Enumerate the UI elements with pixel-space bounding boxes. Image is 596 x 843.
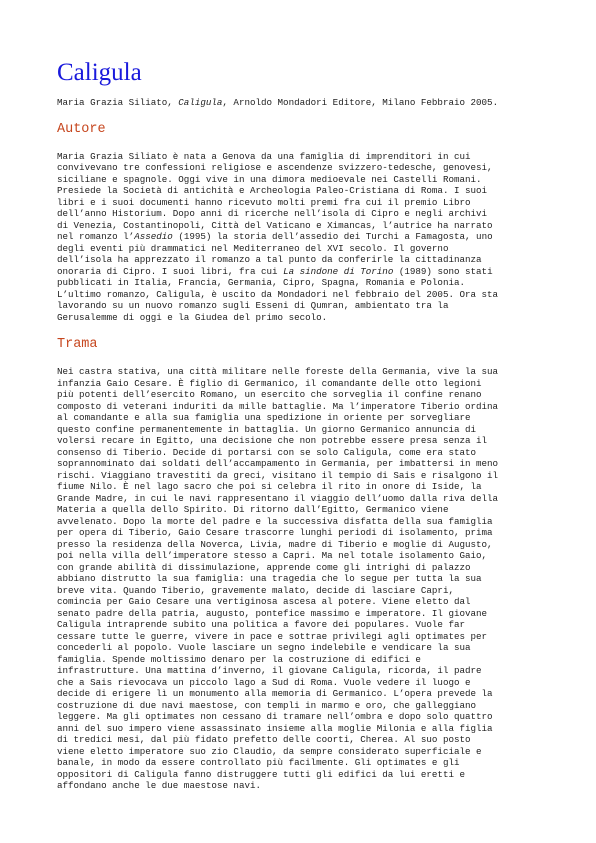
autore-text-line: Presiede la Società di antichità e Archeologia Paleo-Cristiana di Roma. I suoi bbox=[57, 185, 488, 197]
trama-text-line: per opera di Tiberio, Gaio Cesare trascorre lunghi periodi di isolamento, prima bbox=[57, 527, 493, 539]
trama-text-line: breve vita. Quando Tiberio, gravemente malato, decide di lasciare Capri, bbox=[57, 584, 454, 596]
trama-text-line: questo confine permanentemente in battaglia. Un giorno Germanico annuncia di bbox=[57, 423, 477, 435]
autore-text-line: pubblicati in Italia, Francia, Germania, Cipro, Spagna, Romania e Polonia. bbox=[57, 277, 465, 289]
trama-text-line: che a Sais rievocava un piccolo lago a Sud di Roma. Vuole vedere il luogo e bbox=[57, 676, 471, 688]
trama-text-line: consenso di Tiberio. Decide di portarsi con se solo Caligula, come era stato bbox=[57, 446, 477, 458]
trama-text-line: composto di veterani induriti da mille battaglie. Ma l’imperatore Tiberio ordina bbox=[57, 400, 499, 412]
text-segment: onoraria di Cipro. I suoi libri, fra cui bbox=[57, 265, 284, 277]
citation-book-title: Caligula bbox=[178, 97, 223, 108]
autore-text-line: siciliane e spagnole. Oggi vive in una dimora medioevale nei Castelli Romani. bbox=[57, 173, 482, 185]
trama-text-line: con grande abilità di dissimulazione, apprende come gli intrighi di palazzo bbox=[57, 561, 471, 573]
autore-text-line bbox=[57, 266, 543, 278]
trama-text-line: famiglia. Spende moltissimo denaro per la costruzione di edifici e bbox=[57, 653, 421, 665]
trama-text-line: cessare tutte le guerre, vivere in pace e sottrae privilegi agli optimates per bbox=[57, 630, 488, 642]
trama-text-line: presso la residenza della Noverca, Livia, madre di Tiberio e moglie di Augusto, bbox=[57, 538, 493, 550]
italic-title: La sindone di Torino bbox=[283, 265, 394, 277]
document-page bbox=[57, 58, 543, 806]
page-title: Caligula bbox=[57, 59, 142, 86]
trama-text-line: al comandante e alla sua famiglia una spedizione in oriente per sorvegliare bbox=[57, 412, 471, 424]
trama-text-line: più potenti dell’esercito Romano, un esercito che sorveglia il confine renano bbox=[57, 389, 482, 401]
trama-text-line: infrastrutture. Una mattina d’inverno, il giovane Caligula, ricorda, il padre bbox=[57, 665, 482, 677]
trama-text-line: Caligula intraprende subito una politica a favore dei populares. Vuole far bbox=[57, 619, 465, 631]
trama-text-line: Nei castra stativa, una città militare nelle foreste della Germania, vive la sua bbox=[57, 366, 499, 378]
text-segment: (1989) sono stati bbox=[393, 265, 493, 277]
section-heading-trama: Trama bbox=[57, 337, 98, 353]
trama-text-line: comincia per Gaio Cesare una vertiginosa ascesa al potere. Viene eletto dal bbox=[57, 596, 471, 608]
trama-text-line: volersi recare in Egitto, una decisione che non potrebbe essere presa senza il bbox=[57, 435, 488, 447]
autore-text-line: L’ultimo romanzo, Caligula, è uscito da Mondadori nel febbraio del 2005. Ora sta bbox=[57, 288, 499, 300]
trama-text-line: Materia a quella dello Spirito. Di ritorno dall’Egitto, Germanico viene bbox=[57, 504, 449, 516]
trama-text-line: affondano anche le due maestose navi. bbox=[57, 780, 261, 792]
trama-text-line: costruzione di due navi maestose, con templi in marmo e oro, che galleggiano bbox=[57, 699, 477, 711]
text-segment: nel romanzo l’ bbox=[57, 231, 135, 243]
autore-text-line: Maria Grazia Siliato è nata a Genova da una famiglia di imprenditori in cui bbox=[57, 150, 471, 162]
trama-text-line: banale, in modo da essere controllato più facilmente. Gli optimates e gli bbox=[57, 757, 460, 769]
italic-title: Assedio bbox=[134, 231, 173, 243]
autore-text-line: degli eventi più drammatici nel Mediterraneo del XVI secolo. Il governo bbox=[57, 242, 449, 254]
trama-text-line: infanzia Gaio Cesare. È figlio di Germanico, il comandante delle otto legioni bbox=[57, 377, 482, 389]
citation-publisher: , Arnoldo Mondadori Editore, Milano Febbraio 2005. bbox=[222, 97, 499, 108]
autore-text-line: lavorando su un nuovo romanzo sugli Esseni di Qumran, ambientato tra la bbox=[57, 300, 449, 312]
trama-text-line: avvelenato. Dopo la morte del padre e la successiva disfatta della sua famiglia bbox=[57, 515, 493, 527]
autore-text-line: Gerusalemme di oggi e la Giudea del primo secolo. bbox=[57, 311, 328, 323]
trama-text-line: viene eletto imperatore suo zio Claudio, da sempre considerato superficiale e bbox=[57, 745, 482, 757]
trama-text-line: senato padre della patria, augusto, pontefice massimo e imperatore. Il giovane bbox=[57, 607, 488, 619]
trama-text-line: decide di erigere lì un monumento alla memoria di Germanico. L’opera prevede la bbox=[57, 688, 493, 700]
autore-text-line bbox=[57, 231, 543, 243]
trama-text-line: di tredici mesi, dal più fidato prefetto delle coorti, Cherea. Al suo posto bbox=[57, 734, 471, 746]
text-segment: (1995) la storia dell’assedio dei Turchi a Famagosta, uno bbox=[172, 231, 493, 243]
trama-text-line: soprannominato dai soldati dell’accampamento in Germania, per imbattersi in meno bbox=[57, 458, 499, 470]
autore-text-line: convivevano tre confessioni religiose e ascendenze svizzero-tedesche, genovesi, bbox=[57, 162, 493, 174]
trama-text-line: Grande Madre, in cui le navi rappresentano il viaggio dell’uomo dalla riva della bbox=[57, 492, 499, 504]
trama-text-line: concederli al popolo. Vuole lasciare un segno indelebile e vendicare la sua bbox=[57, 642, 471, 654]
trama-text-line: fiume Nilo. È nel lago sacro che poi si celebra il rito in onore di Iside, la bbox=[57, 481, 482, 493]
trama-text-line: anni del suo impero viene assassinato insieme alla moglie Milonia e alla figlia bbox=[57, 722, 493, 734]
trama-text-line: poi nella villa dell’imperatore stesso a Capri. Ma nel totale isolamento Gaio, bbox=[57, 550, 488, 562]
autore-text-line: libri e i suoi documenti hanno ricevuto molti premi fra cui il premio Libro bbox=[57, 196, 471, 208]
trama-text-line: rischi. Viaggiano travestiti da greci, visitano il tempio di Sais e risalgono il bbox=[57, 469, 499, 481]
trama-text-line: leggere. Ma gli optimates non cessano di tramare nell’ombra e dopo solo quattro bbox=[57, 711, 493, 723]
section-heading-autore: Autore bbox=[57, 121, 106, 137]
trama-paragraph bbox=[57, 366, 543, 792]
autore-text-line: dell’isola ha apprezzato il romanzo a tal punto da conferirle la cittadinanza bbox=[57, 254, 482, 266]
trama-text-line: abbiano distrutto la sua famiglia: una tragedia che lo segue per tutta la sua bbox=[57, 573, 482, 585]
citation-author: Maria Grazia Siliato, bbox=[57, 97, 179, 108]
autore-paragraph bbox=[57, 151, 543, 324]
autore-text-line: di Venezia, Costantinopoli, Città del Vaticano e Ximancas, l’autrice ha narrato bbox=[57, 219, 493, 231]
trama-text-line: oppositori di Caligula fanno distruggere tutti gli edifici da lui eretti e bbox=[57, 768, 465, 780]
book-citation bbox=[57, 97, 543, 109]
autore-text-line: dell’anno Historium. Dopo anni di ricerche nell’isola di Cipro e negli archivi bbox=[57, 208, 488, 220]
